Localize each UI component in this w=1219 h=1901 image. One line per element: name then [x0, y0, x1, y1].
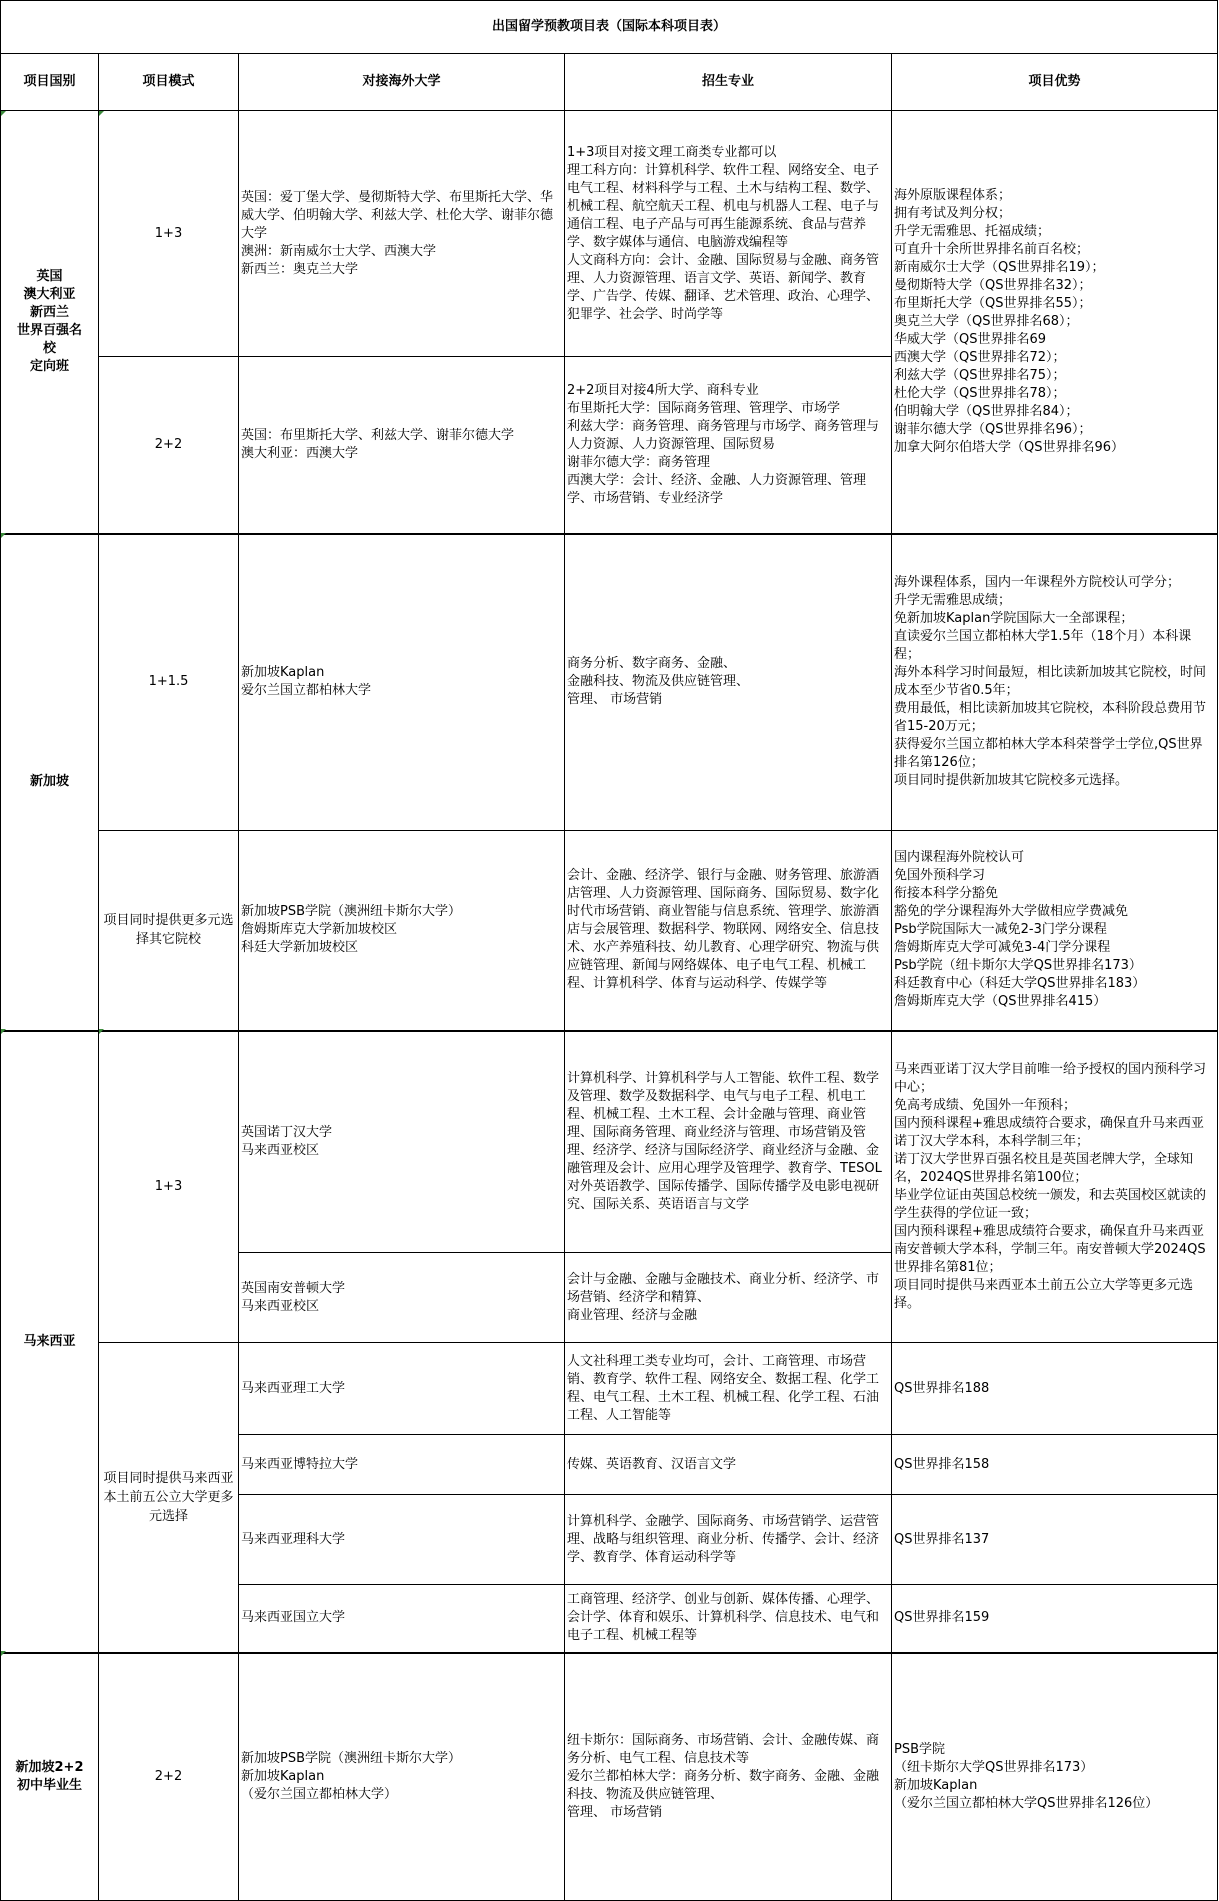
- mode-cell: 1+1.5: [99, 534, 239, 831]
- table-title: 出国留学预教项目表（国际本科项目表）: [1, 1, 1218, 54]
- universities-cell: 新加坡PSB学院（澳洲纽卡斯尔大学） 新加坡Kaplan （爱尔兰国立都柏林大学）: [239, 1653, 565, 1901]
- majors-cell: 计算机科学、计算机科学与人工智能、软件工程、数学及管理、数学及数据科学、电气与电子工程、机电工程、机械工程、土木工程、会计金融与管理、商业管理、国际商务管理、商业经济与管理、市场营销及管理、经济学、经济与国际经济学、商业经济与金融、金融管理及会计、应用心理学及管理学、教育学、TESOL对外英语教学、国际传播学、国际传播学及电影电视研究、国际关系、英语语言与文学: [565, 1031, 892, 1253]
- country-cell-sg: 新加坡: [1, 534, 99, 1031]
- universities-cell: 新加坡PSB学院（澳洲纽卡斯尔大学） 詹姆斯库克大学新加坡校区 科廷大学新加坡校区: [239, 831, 565, 1031]
- universities-cell: 英国：布里斯托大学、利兹大学、谢菲尔德大学 澳大利亚：西澳大学: [239, 357, 565, 534]
- cell-marker-icon: [1, 1651, 6, 1656]
- majors-cell: 2+2项目对接4所大学、商科专业 布里斯托大学：国际商务管理、管理学、市场学 利兹大学：商务管理、商务管理与市场学、商务管理与人力资源、人力资源管理、国际贸易 谢菲尔德大学：商务管理 西澳大学：会计、经济、金融、人力资源管理、管理学、市场营销、专业经济学: [565, 357, 892, 534]
- advantages-cell: 国内课程海外院校认可 免国外预科学习 衔接本科学分豁免 豁免的学分课程海外大学做相应学费减免 Psb学院国际大一减免2-3门学分课程 詹姆斯库克大学可减免3-4门学分课程 Psb学院（纽卡斯尔大学QS世界排名173） 科廷教育中心（科廷大学QS世界排名183） 詹姆斯库克大学（QS世界排名415）: [892, 831, 1218, 1031]
- advantages-cell: PSB学院 （纽卡斯尔大学QS世界排名173） 新加坡Kaplan （爱尔兰国立都柏林大学QS世界排名126位）: [892, 1653, 1218, 1901]
- majors-cell: 人文社科理工类专业均可，会计、工商管理、市场营销、教育学、软件工程、网络安全、数据工程、化学工程、电气工程、土木工程、机械工程、化学工程、石油工程、人工智能等: [565, 1343, 892, 1435]
- mode-cell: 项目同时提供更多元选择其它院校: [99, 831, 239, 1031]
- advantages-cell: 海外课程体系，国内一年课程外方院校认可学分； 升学无需雅思成绩； 免新加坡Kaplan学院国际大一全部课程； 直读爱尔兰国立都柏林大学1.5年（18个月）本科课程； 海外本科学习时间最短，相比读新加坡其它院校，时间成本至少节省0.5年； 费用最低，相比读新加坡其它院校，本科阶段总费用节省15-20万元； 获得爱尔兰国立都柏林大学本科荣誉学士学位,QS世界排名第126位； 项目同时提供新加坡其它院校多元选择。: [892, 534, 1218, 831]
- mode-cell: 项目同时提供马来西亚本土前五公立大学更多元选择: [99, 1343, 239, 1653]
- advantages-cell: QS世界排名188: [892, 1343, 1218, 1435]
- cell-marker-icon: [99, 1029, 104, 1034]
- header-mode: 项目模式: [99, 54, 239, 111]
- cell-marker-icon: [99, 111, 104, 116]
- advantages-cell: 马来西亚诺丁汉大学目前唯一给予授权的国内预科学习中心； 免高考成绩、免国外一年预科； 国内预科课程+雅思成绩符合要求，确保直升马来西亚诺丁汉大学本科，本科学制三年； 诺丁汉大学世界百强名校且是英国老牌大学，全球知名，2024QS世界排名第100位； 毕业学位证由英国总校统一颁发，和去英国校区就读的学生获得的学位证一致； 国内预科课程+雅思成绩符合要求，确保直升马来西亚南安普顿大学本科，学制三年。南安普顿大学2024QS世界排名第81位； 项目同时提供马来西亚本土前五公立大学等更多元选择。: [892, 1031, 1218, 1343]
- header-row: [1, 54, 1218, 111]
- table-row: [1, 534, 1218, 831]
- majors-cell: 会计、金融、经济学、银行与金融、财务管理、旅游酒店管理、人力资源管理、国际商务、国际贸易、数字化时代市场营销、商业智能与信息系统、管理学、旅游酒店与会展管理、数据科学、物联网、网络安全、信息技术、水产养殖科技、幼儿教育、心理学研究、物流与供应链管理、新闻与网络媒体、电子电气工程、机械工程、计算机科学、体育与运动科学、传媒学等: [565, 831, 892, 1031]
- cell-marker-icon: [1, 533, 6, 538]
- country-cell-uk: 英国 澳大利亚 新西兰 世界百强名 校 定向班: [1, 111, 99, 534]
- header-majors: 招生专业: [565, 54, 892, 111]
- majors-cell: 纽卡斯尔：国际商务、市场营销、会计、金融传媒、商务分析、电气工程、信息技术等 爱尔兰都柏林大学：商务分析、数字商务、金融、金融科技、物流及供应链管理、 管理、 市场营销: [565, 1653, 892, 1901]
- country-cell-sg22: 新加坡2+2 初中毕业生: [1, 1653, 99, 1901]
- advantages-cell: 海外原版课程体系； 拥有考试及判分权； 升学无需雅思、托福成绩； 可直升十余所世界排名前百名校； 新南威尔士大学（QS世界排名19）； 曼彻斯特大学（QS世界排名32）； 布里斯托大学（QS世界排名55）； 奥克兰大学（QS世界排名68）； 华威大学（QS世界排名69 西澳大学（QS世界排名72）； 利兹大学（QS世界排名75）； 杜伦大学（QS世界排名78）； 伯明翰大学（QS世界排名84）； 谢菲尔德大学（QS世界排名96）； 加拿大阿尔伯塔大学（QS世界排名96）: [892, 111, 1218, 534]
- universities-cell: 新加坡Kaplan 爱尔兰国立都柏林大学: [239, 534, 565, 831]
- table-row: [1, 831, 1218, 1031]
- majors-cell: 1+3项目对接文理工商类专业都可以 理工科方向：计算机科学、软件工程、网络安全、电子电气工程、材料科学与工程、土木与结构工程、数学、机械工程、航空航天工程、机电与机器人工程、电子与通信工程、电子产品与可再生能源系统、食品与营养学、数字媒体与通信、电脑游戏编程等 人文商科方向：会计、金融、国际贸易与金融、商务管理、人力资源管理、语言文学、英语、新闻学、教育学、广告学、传媒、翻译、艺术管理、政治、心理学、犯罪学、社会学、时尚学等: [565, 111, 892, 357]
- header-universities: 对接海外大学: [239, 54, 565, 111]
- cell-marker-icon: [1, 111, 6, 116]
- majors-cell: 会计与金融、金融与金融技术、商业分析、经济学、市场营销、经济学和精算、 商业管理、经济与金融: [565, 1253, 892, 1343]
- advantages-cell: QS世界排名137: [892, 1495, 1218, 1585]
- universities-cell: 马来西亚理工大学: [239, 1343, 565, 1435]
- table-row: [1, 1031, 1218, 1253]
- mode-cell: 1+3: [99, 111, 239, 357]
- country-cell-my: 马来西亚: [1, 1031, 99, 1653]
- cell-marker-icon: [1, 1029, 6, 1034]
- majors-cell: 商务分析、数字商务、金融、 金融科技、物流及供应链管理、 管理、 市场营销: [565, 534, 892, 831]
- table-row: [1, 1653, 1218, 1901]
- universities-cell: 英国：爱丁堡大学、曼彻斯特大学、布里斯托大学、华威大学、伯明翰大学、利兹大学、杜伦大学、谢菲尔德大学 澳洲：新南威尔士大学、西澳大学 新西兰：奥克兰大学: [239, 111, 565, 357]
- universities-cell: 英国南安普顿大学 马来西亚校区: [239, 1253, 565, 1343]
- majors-cell: 传媒、英语教育、汉语言文学: [565, 1435, 892, 1495]
- table-row: [1, 111, 1218, 357]
- mode-cell: 2+2: [99, 1653, 239, 1901]
- advantages-cell: QS世界排名159: [892, 1585, 1218, 1653]
- universities-cell: 马来西亚理科大学: [239, 1495, 565, 1585]
- universities-cell: 马来西亚国立大学: [239, 1585, 565, 1653]
- header-advantages: 项目优势: [892, 54, 1218, 111]
- majors-cell: 计算机科学、金融学、国际商务、市场营销学、运营管理、战略与组织管理、商业分析、传播学、会计、经济学、教育学、体育运动科学等: [565, 1495, 892, 1585]
- universities-cell: 马来西亚博特拉大学: [239, 1435, 565, 1495]
- majors-cell: 工商管理、经济学、创业与创新、媒体传播、心理学、会计学、体育和娱乐、计算机科学、信息技术、电气和电子工程、机械工程等: [565, 1585, 892, 1653]
- universities-cell: 英国诺丁汉大学 马来西亚校区: [239, 1031, 565, 1253]
- mode-cell: 1+3: [99, 1031, 239, 1343]
- table-row: [1, 1343, 1218, 1435]
- advantages-cell: QS世界排名158: [892, 1435, 1218, 1495]
- mode-cell: 2+2: [99, 357, 239, 534]
- header-country: 项目国别: [1, 54, 99, 111]
